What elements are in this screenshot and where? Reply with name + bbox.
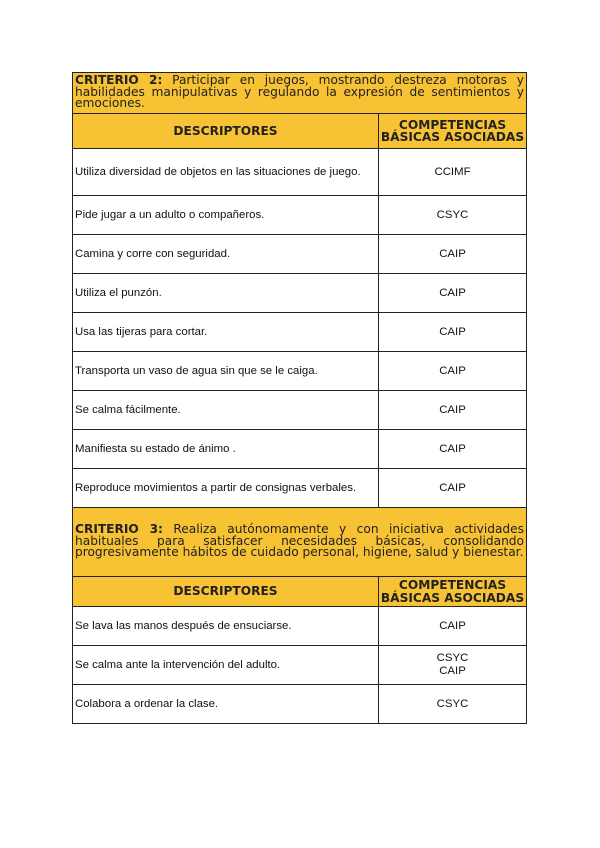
descriptor-cell: Se calma fácilmente. [73, 391, 379, 430]
table-row [73, 313, 527, 352]
criterio-3-row [73, 508, 527, 577]
descriptor-cell: Se lava las manos después de ensuciarse. [73, 607, 379, 646]
competencia-code: CAIP [439, 247, 466, 260]
competencia-code: CAIP [439, 286, 466, 299]
criterio-label: CRITERIO 2: [75, 73, 163, 88]
criterio-label: CRITERIO 3: [75, 522, 163, 537]
table-row [73, 430, 527, 469]
header-descriptores-label: DESCRIPTORES [173, 584, 278, 599]
competencia-cell [379, 149, 527, 196]
table-row [73, 235, 527, 274]
descriptor-cell: Utiliza diversidad de objetos en las situaciones de juego. [73, 149, 379, 196]
descriptor-cell: Colabora a ordenar la clase. [73, 685, 379, 724]
descriptor-cell: Camina y corre con seguridad. [73, 235, 379, 274]
criterio-text: Participar en juegos, mostrando destreza motoras y habilidades manipulativas y regulando la expresión de sentimientos y emociones. [75, 73, 525, 111]
competencia-cell [379, 646, 527, 685]
table-row [73, 274, 527, 313]
table-row [73, 391, 527, 430]
competencia-code: CCIMF [434, 165, 471, 178]
header-descriptores-label: DESCRIPTORES [173, 123, 278, 138]
competencia-code: CAIP [439, 442, 466, 455]
descriptor-cell: Pide jugar a un adulto o compañeros. [73, 196, 379, 235]
competencia-code: CAIP [439, 665, 466, 677]
criteria-table [72, 72, 527, 724]
header-competencias [379, 114, 527, 149]
competencia-cell [379, 469, 527, 508]
competencia-code: CAIP [439, 619, 466, 632]
descriptor-cell: Reproduce movimientos a partir de consignas verbales. [73, 469, 379, 508]
table-row [73, 685, 527, 724]
competencia-cell [379, 196, 527, 235]
header-row [73, 114, 527, 149]
competencia-code: CAIP [439, 364, 466, 377]
competencia-cell [379, 430, 527, 469]
table-row [73, 646, 527, 685]
competencia-code: CAIP [439, 403, 466, 416]
competencia-cell [379, 313, 527, 352]
competencia-cell [379, 274, 527, 313]
table-row [73, 149, 527, 196]
competencia-code: CAIP [439, 325, 466, 338]
header-competencias-line2: BÁSICAS ASOCIADAS [380, 590, 525, 605]
criterio-3-cell [73, 508, 527, 577]
criterio-text: Realiza autónomamente y con iniciativa actividades habituales para satisfacer necesidades básicas, consolidando progresivamente hábitos de cuidado personal, higiene, salud y bienestar. [75, 522, 525, 560]
table-row [73, 469, 527, 508]
competencia-code: CSYC [436, 652, 469, 664]
competencia-code: CSYC [436, 208, 469, 221]
competencia-cell [379, 685, 527, 724]
competencia-code: CSYC [436, 697, 469, 710]
competencia-cell [379, 352, 527, 391]
descriptor-cell: Utiliza el punzón. [73, 274, 379, 313]
competencia-cell [379, 607, 527, 646]
header-row [73, 577, 527, 607]
competencia-cell [379, 235, 527, 274]
header-competencias-line2: BÁSICAS ASOCIADAS [380, 130, 525, 144]
descriptor-cell: Transporta un vaso de agua sin que se le caiga. [73, 352, 379, 391]
competencia-cell [379, 391, 527, 430]
criterio-2-row [73, 73, 527, 114]
table-row [73, 352, 527, 391]
descriptor-cell: Manifiesta su estado de ánimo . [73, 430, 379, 469]
criterio-2-cell [73, 73, 527, 114]
header-competencias [379, 577, 527, 607]
header-descriptores [73, 114, 379, 149]
header-competencias-line1: COMPETENCIAS [398, 578, 507, 592]
table-row [73, 196, 527, 235]
table-row [73, 607, 527, 646]
header-descriptores [73, 577, 379, 607]
competencia-code: CAIP [439, 481, 466, 494]
header-competencias-line1: COMPETENCIAS [398, 117, 507, 132]
descriptor-cell: Se calma ante la intervención del adulto. [73, 646, 379, 685]
descriptor-cell: Usa las tijeras para cortar. [73, 313, 379, 352]
